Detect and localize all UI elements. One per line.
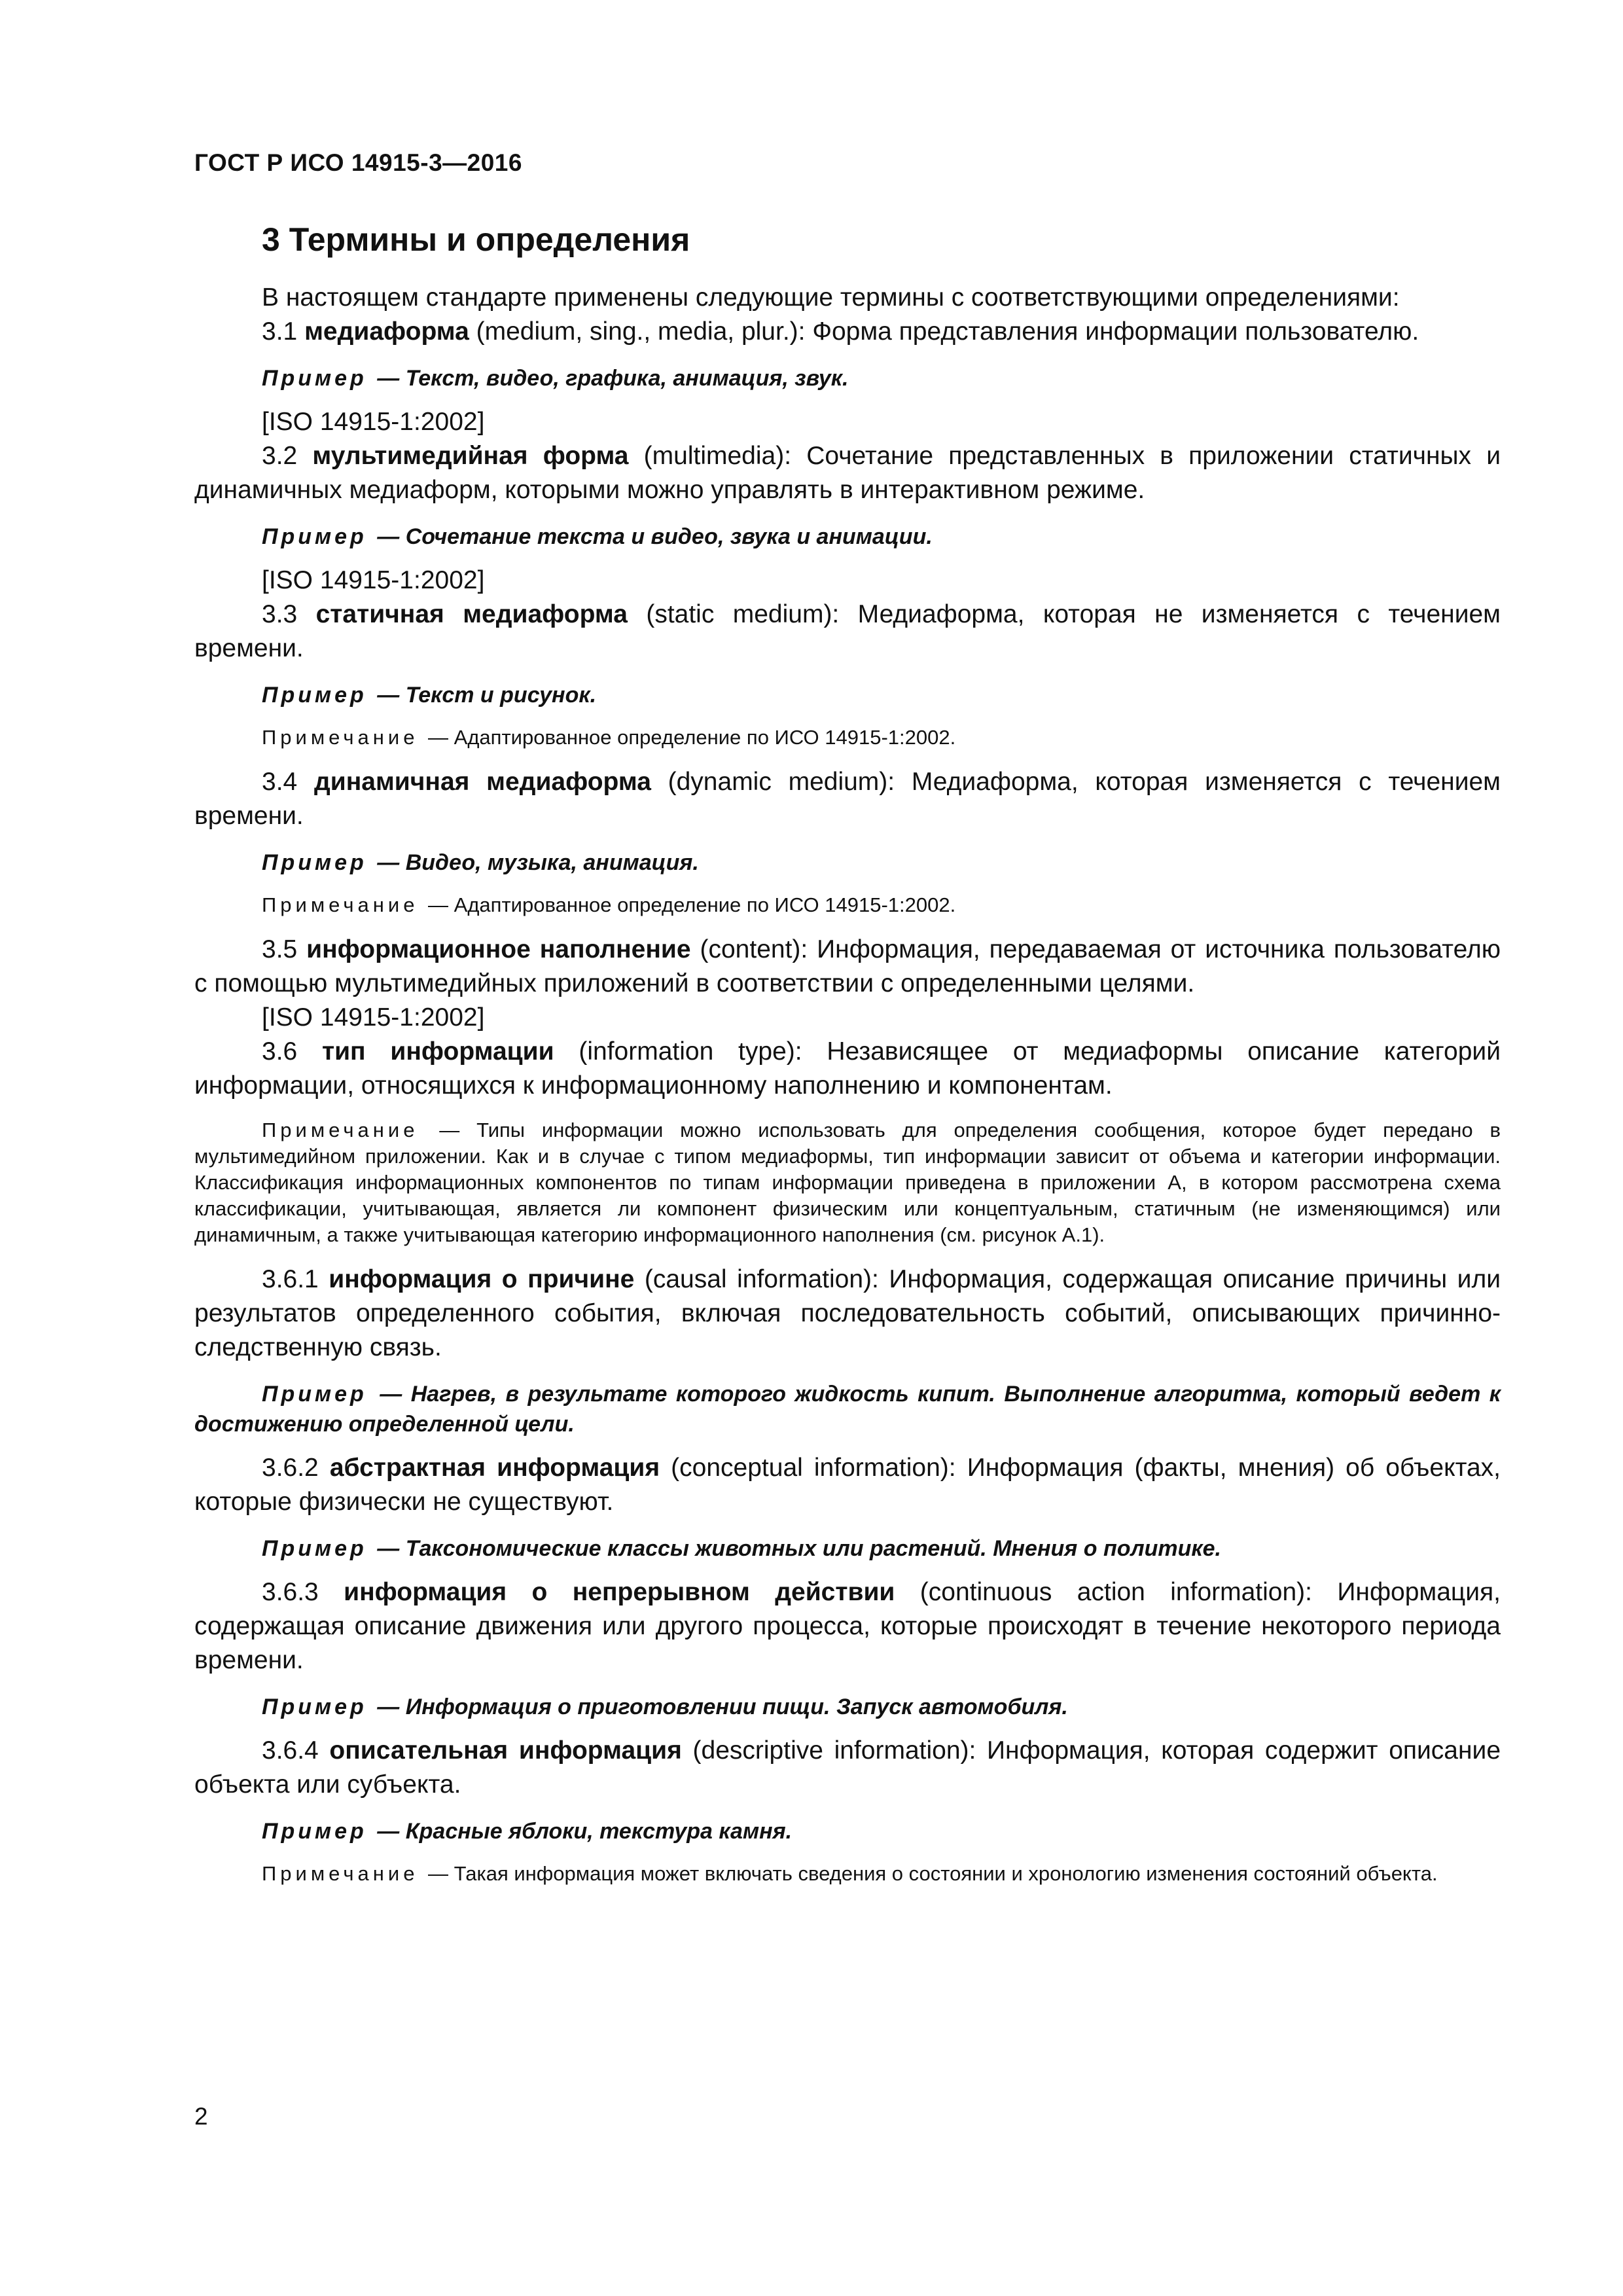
term-3-6-2 [194, 1451, 1501, 1519]
term-name: описательная информация [329, 1736, 682, 1765]
example-text: Таксономические классы животных или растений. Мнения о политике. [405, 1536, 1221, 1561]
reference-3-1: [ISO 14915-1:2002] [262, 408, 485, 436]
term-3-1 [194, 315, 1501, 349]
note-text: Такая информация может включать сведения о состоянии и хронологию изменения состояний объекта. [454, 1862, 1438, 1885]
section-content [194, 281, 1501, 1901]
example-text: Нагрев, в результате которого жидкость кипит. Выполнение алгоритма, который ведет к достижению определенной цели. [194, 1382, 1501, 1437]
example-3-2: Пример — Сочетание текста и видео, звука и анимации. [262, 524, 933, 549]
term-definition: (causal information): Информация, содержащая описание причины или результатов определенного события, включая последовательность событий, описывающих причинно-следственную связь. [194, 1265, 1501, 1361]
example-label: Пример [262, 1695, 367, 1719]
note-label: Примечание [262, 893, 419, 916]
example-text: Информация о приготовлении пищи. Запуск автомобиля. [405, 1695, 1068, 1719]
term-definition: (continuous action information): Информация, содержащая описание движения или другого процесса, которые происходят в течение некоторого периода времени. [194, 1578, 1501, 1674]
intro-paragraph: В настоящем стандарте применены следующие термины с соответствующими определениями: [262, 283, 1400, 312]
term-name: динамичная медиаформа [313, 768, 651, 796]
term-3-6-3 [194, 1575, 1501, 1677]
term-number: 3.6.1 [262, 1265, 329, 1293]
note-3-4: Примечание — Адаптированное определение по ИСО 14915-1:2002. [262, 893, 956, 916]
term-number: 3.6.2 [262, 1454, 330, 1482]
example-label: Пример [262, 1382, 367, 1407]
example-label: Пример [262, 366, 367, 391]
document-header: ГОСТ Р ИСО 14915-3—2016 [194, 149, 522, 176]
example-label: Пример [262, 1819, 367, 1844]
note-text: Адаптированное определение по ИСО 14915-1:2002. [454, 893, 956, 916]
example-label: Пример [262, 850, 367, 875]
example-3-1: Пример — Текст, видео, графика, анимация, звук. [262, 366, 849, 391]
term-name: тип информации [321, 1037, 554, 1066]
term-definition: (conceptual information): Информация (факты, мнения) об объектах, которые физически не существуют. [194, 1454, 1501, 1516]
term-3-2 [194, 439, 1501, 507]
term-3-3 [194, 598, 1501, 666]
term-definition: (medium, sing., media, plur.): Форма представления информации пользователю. [469, 317, 1419, 346]
term-name: статичная медиаформа [315, 600, 628, 628]
reference-3-5: [ISO 14915-1:2002] [262, 1003, 485, 1031]
term-definition: (content): Информация, передаваемая от источника пользователю с помощью мультимедийных приложений в соответствии с определенными целями. [194, 935, 1501, 997]
term-3-5 [194, 933, 1501, 1001]
example-3-6-4: Пример — Красные яблоки, текстура камня. [262, 1819, 793, 1844]
example-3-6-2: Пример — Таксономические классы животных или растений. Мнения о политике. [262, 1536, 1221, 1561]
example-text: Сочетание текста и видео, звука и анимации. [405, 524, 933, 549]
example-label: Пример [262, 1536, 367, 1561]
term-definition: (static medium): Медиаформа, которая не изменяется с течением времени. [194, 600, 1501, 662]
note-text: Типы информации можно использовать для определения сообщения, которое будет передано в мультимедийном приложении. Как и в случае с типом медиаформы, тип информации зависит от объема и категории информации. Классификация информационных компонентов по типам информации приведена в приложении А, в котором рассмотрена схема классификации, учитывающая, является ли компонент физическим или концептуальным, статичным (не изменяющимся) или динамичным, а также учитывающая категорию информационного наполнения (см. рисунок А.1). [194, 1119, 1501, 1246]
term-number: 3.6.4 [262, 1736, 330, 1765]
term-name: мультимедийная форма [312, 442, 629, 470]
note-text: Адаптированное определение по ИСО 14915-1:2002. [454, 726, 956, 749]
term-number: 3.5 [262, 935, 307, 963]
note-label: Примечание [262, 726, 419, 749]
term-name: информационное наполнение [306, 935, 691, 963]
term-definition: (dynamic medium): Медиаформа, которая изменяется с течением времени. [194, 768, 1501, 830]
note-label: Примечание [262, 1119, 419, 1141]
example-3-6-3: Пример — Информация о приготовлении пищи. Запуск автомобиля. [262, 1695, 1068, 1719]
term-3-4 [194, 765, 1501, 833]
example-text: Видео, музыка, анимация. [405, 850, 699, 875]
term-name: информация о непрерывном действии [344, 1578, 895, 1606]
page-number: 2 [194, 2103, 208, 2130]
example-text: Красные яблоки, текстура камня. [405, 1819, 793, 1844]
term-number: 3.6 [262, 1037, 322, 1066]
example-label: Пример [262, 683, 367, 708]
example-3-4: Пример — Видео, музыка, анимация. [262, 850, 699, 875]
term-3-6-1 [194, 1263, 1501, 1365]
term-number: 3.3 [262, 600, 316, 628]
term-name: абстрактная информация [329, 1454, 660, 1482]
term-number: 3.6.3 [262, 1578, 344, 1606]
example-text: Текст и рисунок. [405, 683, 597, 708]
example-3-6-1: Пример — Нагрев, в результате которого жидкость кипит. Выполнение алгоритма, который ведет к достижению определенной цели. [194, 1382, 1501, 1437]
note-label: Примечание [262, 1862, 419, 1885]
term-number: 3.4 [262, 768, 314, 796]
term-name: информация о причине [329, 1265, 635, 1293]
example-label: Пример [262, 524, 367, 549]
term-definition: (information type): Независящее от медиаформы описание категорий информации, относящихся к информационному наполнению и компонентам. [194, 1037, 1501, 1100]
term-3-6-4 [194, 1734, 1501, 1802]
example-3-3: Пример — Текст и рисунок. [262, 683, 597, 708]
note-3-3: Примечание — Адаптированное определение по ИСО 14915-1:2002. [262, 726, 956, 749]
term-3-6 [194, 1035, 1501, 1103]
example-text: Текст, видео, графика, анимация, звук. [405, 366, 849, 391]
section-title: 3 Термины и определения [262, 221, 690, 258]
term-number: 3.2 [262, 442, 313, 470]
note-3-6: Примечание — Типы информации можно использовать для определения сообщения, которое будет передано в мультимедийном приложении. Как и в случае с типом медиаформы, тип информации зависит от объема и категории информации. Классификация информационных компонентов по типам информации приведена в приложении А, в котором рассмотрена схема классификации, учитывающая, является ли компонент физическим или концептуальным, статичным (не изменяющимся) или динамичным, а также учитывающая категорию информационного наполнения (см. рисунок А.1). [194, 1119, 1501, 1246]
term-name: медиаформа [304, 317, 469, 346]
term-number: 3.1 [262, 317, 305, 346]
reference-3-2: [ISO 14915-1:2002] [262, 566, 485, 594]
note-3-6-4: Примечание — Такая информация может включать сведения о состоянии и хронологию изменения состояний объекта. [262, 1862, 1438, 1885]
term-definition: (multimedia): Сочетание представленных в приложении статичных и динамичных медиаформ, которыми можно управлять в интерактивном режиме. [194, 442, 1501, 504]
term-definition: (descriptive information): Информация, которая содержит описание объекта или субъекта. [194, 1736, 1501, 1799]
